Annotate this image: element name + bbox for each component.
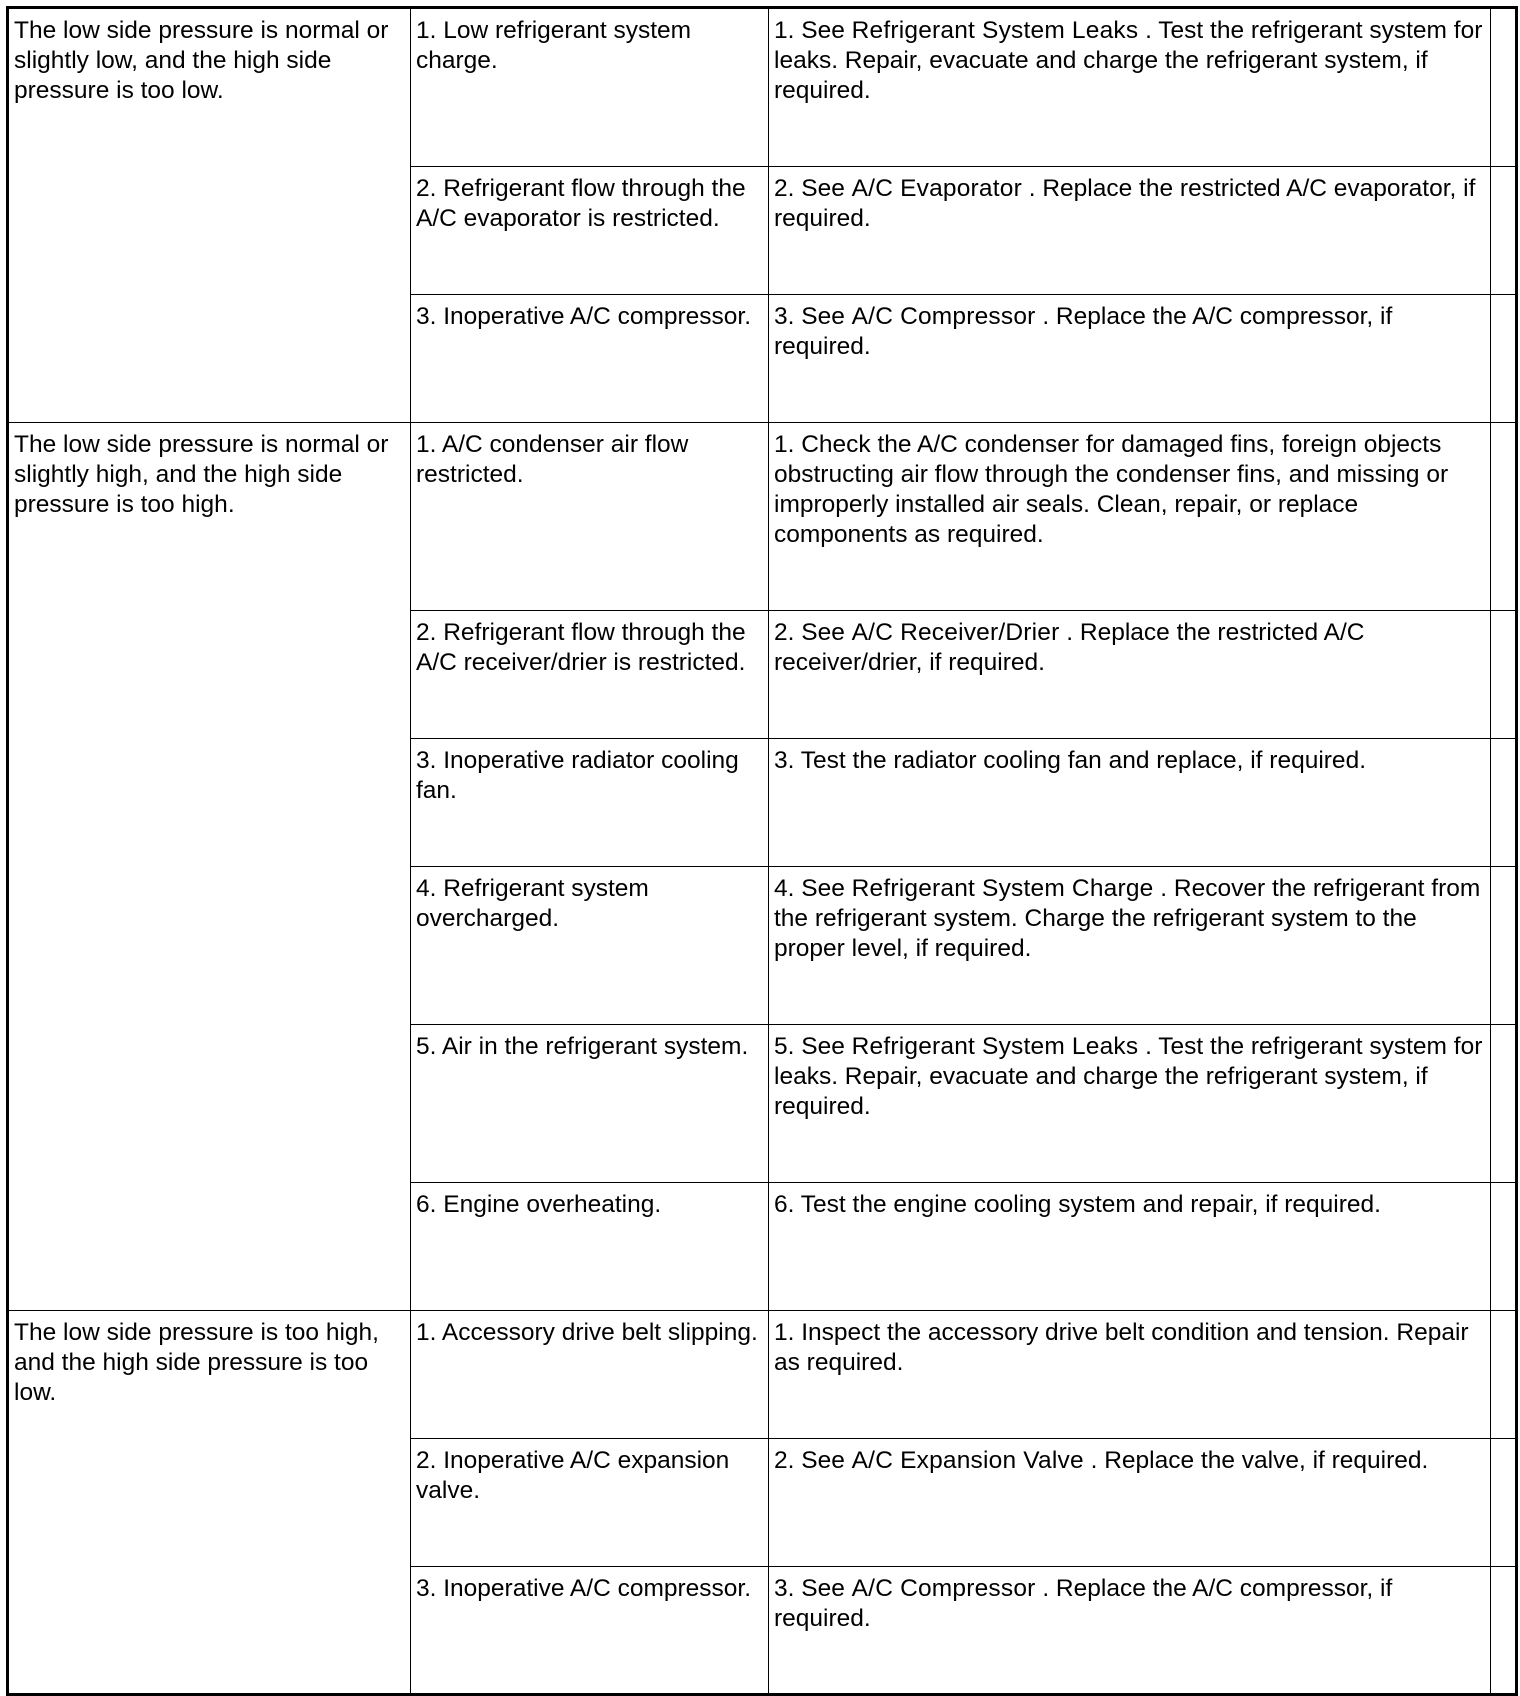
reference-link[interactable]: A/C Compressor [851,303,1036,330]
cause-cell: 1. A/C condenser air flow restricted. [411,423,769,611]
action-cell: 1. Inspect the accessory drive belt condition and tension. Repair as required. [769,1311,1491,1439]
reference-link[interactable]: Refrigerant System Charge [851,875,1154,902]
empty-cell [1491,1567,1517,1695]
empty-cell [1491,867,1517,1025]
action-cell: 6. Test the engine cooling system and repair, if required. [769,1183,1491,1311]
cause-cell: 1. Accessory drive belt slipping. [411,1311,769,1439]
action-cell: 3. Test the radiator cooling fan and replace, if required. [769,739,1491,867]
action-cell: 2. See A/C Evaporator . Replace the restricted A/C evaporator, if required. [769,167,1491,295]
cause-cell: 2. Refrigerant flow through the A/C receiver/drier is restricted. [411,611,769,739]
condition-cell: The low side pressure is too high, and the high side pressure is too low. [8,1311,411,1695]
cause-cell: 2. Inoperative A/C expansion valve. [411,1439,769,1567]
empty-cell [1491,1439,1517,1567]
reference-link[interactable]: A/C Evaporator [851,175,1022,202]
table-row [8,1311,1517,1439]
cause-cell: 1. Low refrigerant system charge. [411,8,769,167]
empty-cell [1491,423,1517,611]
cause-cell: 3. Inoperative A/C compressor. [411,1567,769,1695]
action-cell: 2. See A/C Receiver/Drier . Replace the restricted A/C receiver/drier, if required. [769,611,1491,739]
reference-link[interactable]: A/C Compressor [851,1575,1036,1602]
condition-cell: The low side pressure is normal or slightly low, and the high side pressure is too low. [8,8,411,423]
action-cell: 3. See A/C Compressor . Replace the A/C compressor, if required. [769,295,1491,423]
empty-cell [1491,739,1517,867]
table-row [8,8,1517,167]
reference-link[interactable]: Refrigerant System Leaks [851,17,1139,44]
condition-cell: The low side pressure is normal or slightly high, and the high side pressure is too high. [8,423,411,1311]
action-cell: 2. See A/C Expansion Valve . Replace the valve, if required. [769,1439,1491,1567]
cause-cell: 4. Refrigerant system overcharged. [411,867,769,1025]
reference-link[interactable]: A/C Receiver/Drier [851,619,1060,646]
reference-link[interactable]: Refrigerant System Leaks [851,1033,1139,1060]
action-cell: 5. See Refrigerant System Leaks . Test the refrigerant system for leaks. Repair, evacuate and charge the refrigerant system, if required. [769,1025,1491,1183]
reference-link[interactable]: A/C Expansion Valve [851,1447,1084,1474]
action-cell: 4. See Refrigerant System Charge . Recover the refrigerant from the refrigerant system. Charge the refrigerant system to the proper level, if required. [769,867,1491,1025]
empty-cell [1491,8,1517,167]
cause-cell: 2. Refrigerant flow through the A/C evaporator is restricted. [411,167,769,295]
empty-cell [1491,1025,1517,1183]
empty-cell [1491,295,1517,423]
cause-cell: 5. Air in the refrigerant system. [411,1025,769,1183]
empty-cell [1491,1183,1517,1311]
diagnostic-table [6,6,1518,1696]
empty-cell [1491,167,1517,295]
empty-cell [1491,611,1517,739]
cause-cell: 6. Engine overheating. [411,1183,769,1311]
cause-cell: 3. Inoperative A/C compressor. [411,295,769,423]
cause-cell: 3. Inoperative radiator cooling fan. [411,739,769,867]
action-cell: 3. See A/C Compressor . Replace the A/C compressor, if required. [769,1567,1491,1695]
empty-cell [1491,1311,1517,1439]
action-cell: 1. See Refrigerant System Leaks . Test the refrigerant system for leaks. Repair, evacuate and charge the refrigerant system, if required. [769,8,1491,167]
action-cell: 1. Check the A/C condenser for damaged fins, foreign objects obstructing air flow through the condenser fins, and missing or improperly installed air seals. Clean, repair, or replace components as required. [769,423,1491,611]
table-row [8,423,1517,611]
